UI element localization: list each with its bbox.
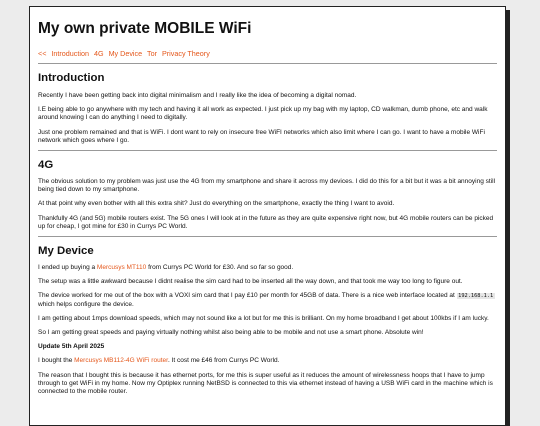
mercusys-mb112-link[interactable]: Mercusys MB112-4G WiFi router: [74, 357, 168, 365]
device-paragraph: The reason that I bought this is because it has ethernet ports, for me this is super useful as it reduces the amount of wirelessness hoops that I have to jump through to get WiFi in my home. Now my Optiplex running NetBSD is connected to this via ethernet instead of having a USB WiFi card in the machine which is connected to the mobile router.: [38, 371, 493, 396]
device-paragraph: I bought the Mercusys MB112-4G WiFi router. It cost me £46 from Currys PC World.: [38, 357, 280, 365]
intro-paragraph: I.E being able to go anywhere with my tech and having it all work as expected. I just pick up my bag with my laptop, CD walkman, dumb phone, etc and walk around knowing I can do anything I need to digitally.: [38, 106, 488, 122]
nav-my-device[interactable]: My Device: [108, 49, 143, 58]
top-nav: [38, 49, 497, 58]
section-heading-introduction: Introduction: [38, 72, 105, 84]
intro-paragraph: Recently I have been getting back into digital minimalism and I really like the idea of becoming a digital nomad.: [38, 92, 357, 99]
section-heading-4g: 4G: [38, 159, 54, 172]
divider: [38, 236, 497, 237]
ip-address-code: 192.168.1.1: [458, 293, 494, 300]
fourg-paragraph: Thankfully 4G (and 5G) mobile routers exist. The 5G ones I will look at in the future as they are quite expensive right now, but 4G mobile routers can be picked up for cheap, I got mine for £30 in Currys PC World.: [38, 214, 494, 230]
device-paragraph: So I am getting great speeds and paying virtually nothing whilst also being able to be mobile and not use a smart phone. Absolute win!: [38, 329, 424, 337]
section-heading-my-device: My Device: [38, 245, 94, 258]
device-paragraph: I ended up buying a Mercusys MT110 from Currys PC World for £30. And so far so good.: [38, 264, 294, 272]
nav-tor[interactable]: Tor: [147, 49, 157, 58]
fourg-paragraph: The obvious solution to my problem was just use the 4G from my smartphone and share it across my devices. I did do this for a bit but it was a bit annoying still being tied down to my smartphone.: [38, 178, 496, 194]
fourg-paragraph: At that point why even bother with all this extra shit? Just do everything on the smartphone, exactly the thing I want to avoid.: [38, 200, 395, 208]
device-paragraph: The setup was a little awkward because I didnt realise the sim card had to be inserted all the way down, and that took me way too long to figure out.: [38, 278, 463, 286]
intro-paragraph: Just one problem remained and that is WiFi. I dont want to rely on insecure free WiFI networks which also limit where I can go. I want to have a mobile WiFi network which goes where I go.: [38, 128, 485, 144]
page-title: My own private MOBILE WiFi: [38, 20, 252, 37]
nav-introduction[interactable]: Introduction: [51, 49, 89, 58]
page-container: [29, 6, 506, 426]
nav-4g[interactable]: 4G: [93, 49, 104, 58]
divider: [38, 63, 497, 64]
device-paragraph: I am getting about 1mps download speeds, which may not sound like a lot but for me this is brilliant. On my home broadband I get about 100kbs if I am lucky.: [38, 314, 489, 322]
divider: [38, 150, 497, 151]
nav-back-link[interactable]: <<: [38, 49, 47, 58]
update-label: Update 5th April 2025: [38, 343, 105, 351]
nav-privacy-theory[interactable]: Privacy Theory: [161, 49, 210, 58]
device-paragraph: The device worked for me out of the box with a VOXI sim card that I pay £10 per month for 45GB of data. There is a nice web interface located at 192.168.1.1 which helps configure the device.: [38, 292, 494, 308]
mercusys-mt110-link[interactable]: Mercusys MT110: [96, 264, 147, 272]
